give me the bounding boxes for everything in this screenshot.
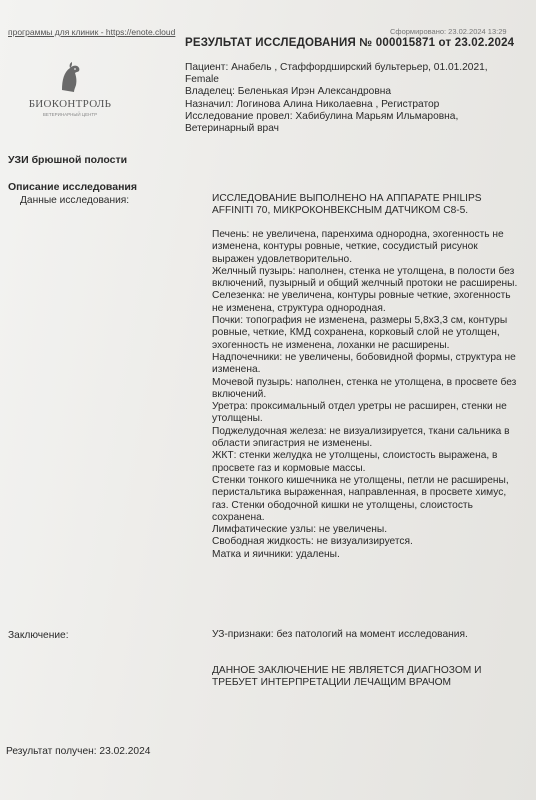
patient-line: Пациент: Анабель , Стаффордширский бультерьер, 01.01.2021, Female (185, 62, 488, 86)
prescribed-line: Назначил: Логинова Алина Николаевна , Регистратор (185, 98, 440, 110)
logo-tagline: ВЕТЕРИНАРНЫЙ ЦЕНТР (42, 112, 98, 117)
disclaimer: ДАННОЕ ЗАКЛЮЧЕНИЕ НЕ ЯВЛЯЕТСЯ ДИАГНОЗОМ И ТРЕБУЕТ ИНТЕРПРЕТАЦИИ ЛЕЧАЩИМ ВРАЧОМ (212, 665, 482, 689)
finding-adrenals: Надпочечники: не увеличены, бобовидной формы, структура не изменена. (212, 351, 516, 376)
finding-kidneys: Почки: топография не изменена, размеры 5,8х3,3 см, контуры ровные, четкие, КМД сохранена, корковый слой не утолщен, эхогенность не изменена, лоханки не расширены. (212, 315, 508, 351)
horse-head-icon (52, 60, 88, 96)
logo-name: БИОКОНТРОЛЬ (28, 98, 112, 110)
performed-line: Исследование провел: Хабибулина Марьям Ильмаровна, Ветеринарный врач (185, 110, 459, 135)
finding-liver: Печень: не увеличена, паренхима однородна, эхогенность не изменена, контуры ровные, четкие, сосудистый рисунок выражен удовлетворительно. (212, 229, 504, 265)
report-meta (185, 62, 515, 135)
device-intro: ИССЛЕДОВАНИЕ ВЫПОЛНЕНО НА АППАРАТЕ PHILIPS AFFINITI 70, МИКРОКОНВЕКСНЫМ ДАТЧИКОМ C8-5. (212, 193, 482, 217)
finding-gallbladder: Желчный пузырь: наполнен, стенка не утолщена, в полости без включений, пузырный и общий желчный протоки не расширены. (212, 265, 518, 290)
finding-bladder: Мочевой пузырь: наполнен, стенка не утолщена, в просвете без включений. (212, 376, 517, 400)
finding-intestine: Стенки тонкого кишечника не утолщены, петли не расширены, перистальтика выраженная, направленная, в просвете химус, газ. Стенки ободочной кишки не утолщены, слоистость сохранена. (212, 474, 509, 523)
finding-pancreas: Поджелудочная железа: не визуализируется, ткани сальника в области эпигастрия не изменены. (212, 425, 510, 450)
received-date: Результат получен: 23.02.2024 (6, 746, 151, 757)
finding-gi: ЖКТ: стенки желудка не утолщены, слоистость выражена, в просвете газ и кормовые массы. (212, 450, 498, 474)
data-label: Данные исследования: (20, 195, 130, 206)
finding-urethra: Уретра: проксимальный отдел уретры не расширен, стенки не утолщены. (212, 401, 507, 425)
generated-stamp: Сформировано: 23.02.2024 13:29 (390, 27, 507, 36)
description-heading: Описание исследования (8, 181, 137, 193)
finding-fluid: Свободная жидкость: не визуализируется. (212, 536, 413, 548)
finding-lymph: Лимфатические узлы: не увеличены. (212, 524, 388, 536)
report-title: РЕЗУЛЬТАТ ИССЛЕДОВАНИЯ № 000015871 от 23.02.2024 (185, 37, 515, 49)
header-link[interactable]: программы для клиник - https://enote.cloud (8, 27, 176, 37)
owner-line: Владелец: Беленькая Ирэн Александровна (185, 86, 392, 98)
finding-uterus: Матка и яичники: удалены. (212, 548, 340, 560)
conclusion-text: УЗ-признаки: без патологий на момент исследования. (212, 629, 468, 640)
conclusion-label: Заключение: (8, 630, 69, 641)
findings-list (212, 229, 518, 561)
study-name: УЗИ брюшной полости (8, 154, 128, 166)
finding-spleen: Селезенка: не увеличена, контуры ровные четкие, эхогенность не изменена, структура однородная. (212, 290, 511, 314)
clinic-logo (20, 60, 120, 122)
